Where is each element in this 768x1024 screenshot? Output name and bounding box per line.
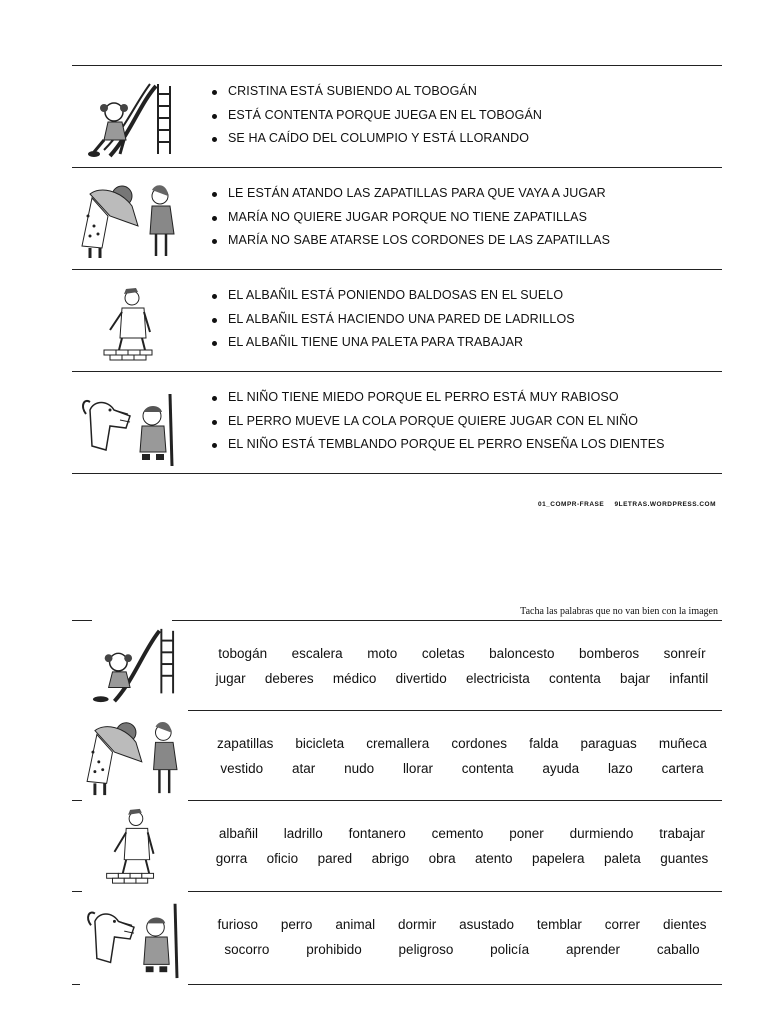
exercise-row [72, 168, 722, 270]
word[interactable]: pared [317, 851, 353, 866]
word[interactable]: vestido [220, 761, 264, 776]
word[interactable]: atar [292, 761, 316, 776]
word[interactable]: lazo [607, 761, 633, 776]
footer-credit: 01_COMPR-FRASE 9LETRAS.WORDPRESS.COM [537, 501, 716, 508]
word[interactable]: contenta [548, 671, 601, 686]
word-line [202, 641, 722, 666]
word-row [72, 621, 722, 711]
word[interactable]: llorar [402, 761, 433, 776]
word[interactable]: dormir [398, 917, 437, 932]
exercise-row [72, 270, 722, 372]
word[interactable]: policía [490, 942, 530, 957]
word-line [202, 912, 722, 937]
sentence-list [212, 80, 542, 151]
word[interactable]: cartera [661, 761, 704, 776]
word-lines [202, 821, 722, 871]
sentence: ESTÁ CONTENTA PORQUE JUEGA EN EL TOBOGÁN [212, 104, 542, 128]
sentence: EL ALBAÑIL ESTÁ PONIENDO BALDOSAS EN EL SUELO [212, 284, 575, 308]
word[interactable]: perro [280, 917, 313, 932]
sentence: EL NIÑO ESTÁ TEMBLANDO PORQUE EL PERRO ENSEÑA LOS DIENTES [212, 433, 665, 457]
word[interactable]: guantes [660, 851, 709, 866]
word[interactable]: sonreír [663, 646, 706, 661]
sentence: MARÍA NO QUIERE JUGAR PORQUE NO TIENE ZAPATILLAS [212, 206, 610, 230]
word-lines [202, 912, 722, 962]
exercise-row [72, 66, 722, 168]
sentence-list [212, 182, 610, 253]
word[interactable]: electricista [465, 671, 530, 686]
word[interactable]: oficio [266, 851, 299, 866]
word[interactable]: papelera [532, 851, 585, 866]
word[interactable]: bicicleta [295, 736, 345, 751]
word[interactable]: aprender [565, 942, 621, 957]
word[interactable]: furioso [217, 917, 258, 932]
word-lines [202, 731, 722, 781]
word[interactable]: abrigo [371, 851, 410, 866]
dog-and-boy-image [80, 380, 180, 468]
word-line [202, 666, 722, 691]
exercise-row [72, 372, 722, 474]
word-line [202, 756, 722, 781]
sentence: EL PERRO MUEVE LA COLA PORQUE QUIERE JUGAR CON EL NIÑO [212, 410, 665, 434]
word[interactable]: durmiendo [569, 826, 634, 841]
word[interactable]: asustado [459, 917, 514, 932]
instruction-text: Tacha las palabras que no van bien con la imagen [520, 606, 718, 617]
girl-on-slide-image [80, 74, 180, 162]
woman-tying-shoes-image [80, 176, 180, 264]
word-row [72, 892, 722, 982]
word[interactable]: animal [335, 917, 376, 932]
word[interactable]: médico [332, 671, 377, 686]
word-line [202, 731, 722, 756]
word[interactable]: obra [428, 851, 456, 866]
word[interactable]: nudo [344, 761, 375, 776]
word[interactable]: albañil [218, 826, 258, 841]
word[interactable]: divertido [395, 671, 447, 686]
word-row [72, 711, 722, 801]
sentence-list [212, 386, 665, 457]
word[interactable]: socorro [224, 942, 270, 957]
word[interactable]: contenta [461, 761, 514, 776]
word[interactable]: tobogán [218, 646, 268, 661]
word[interactable]: baloncesto [489, 646, 555, 661]
word[interactable]: dientes [662, 917, 707, 932]
word[interactable]: bomberos [579, 646, 640, 661]
word[interactable]: escalera [291, 646, 343, 661]
word-line [202, 846, 722, 871]
woman-tying-shoes-image [80, 713, 188, 799]
word[interactable]: infantil [669, 671, 709, 686]
word[interactable]: cemento [431, 826, 484, 841]
sentence: EL ALBAÑIL ESTÁ HACIENDO UNA PARED DE LADRILLOS [212, 308, 575, 332]
word[interactable]: poner [509, 826, 544, 841]
bricklayer-image [80, 278, 180, 366]
word[interactable]: gorra [215, 851, 248, 866]
word[interactable]: ayuda [542, 761, 580, 776]
word[interactable]: trabajar [659, 826, 705, 841]
word[interactable]: cordones [451, 736, 507, 751]
word[interactable]: bajar [619, 671, 651, 686]
word[interactable]: zapatillas [217, 736, 274, 751]
word[interactable]: paleta [604, 851, 641, 866]
girl-on-slide-image [80, 623, 188, 709]
sentence: CRISTINA ESTÁ SUBIENDO AL TOBOGÁN [212, 80, 542, 104]
bricklayer-image [80, 803, 188, 889]
word[interactable]: paraguas [580, 736, 637, 751]
word[interactable]: moto [367, 646, 398, 661]
word[interactable]: caballo [656, 942, 700, 957]
word[interactable]: prohibido [306, 942, 362, 957]
word-line [202, 821, 722, 846]
word[interactable]: peligroso [398, 942, 454, 957]
sentence-list [212, 284, 575, 355]
word[interactable]: ladrillo [283, 826, 323, 841]
word[interactable]: cremallera [366, 736, 430, 751]
sentence: MARÍA NO SABE ATARSE LOS CORDONES DE LAS ZAPATILLAS [212, 229, 610, 253]
divider-tick [72, 984, 80, 985]
word-line [202, 937, 722, 962]
word[interactable]: temblar [536, 917, 582, 932]
word[interactable]: jugar [215, 671, 246, 686]
word[interactable]: muñeca [658, 736, 707, 751]
sentence: LE ESTÁN ATANDO LAS ZAPATILLAS PARA QUE VAYA A JUGAR [212, 182, 610, 206]
word[interactable]: falda [529, 736, 559, 751]
word-lines [202, 641, 722, 691]
divider [188, 984, 722, 985]
word-row [72, 801, 722, 891]
word[interactable]: deberes [264, 671, 314, 686]
word[interactable]: fontanero [348, 826, 406, 841]
sentence: EL ALBAÑIL TIENE UNA PALETA PARA TRABAJAR [212, 331, 575, 355]
word[interactable]: coletas [421, 646, 465, 661]
word[interactable]: correr [604, 917, 641, 932]
word[interactable]: atento [475, 851, 513, 866]
sentence: SE HA CAÍDO DEL COLUMPIO Y ESTÁ LLORANDO [212, 127, 542, 151]
sentence: EL NIÑO TIENE MIEDO PORQUE EL PERRO ESTÁ MUY RABIOSO [212, 386, 665, 410]
dog-and-boy-image [80, 894, 188, 980]
